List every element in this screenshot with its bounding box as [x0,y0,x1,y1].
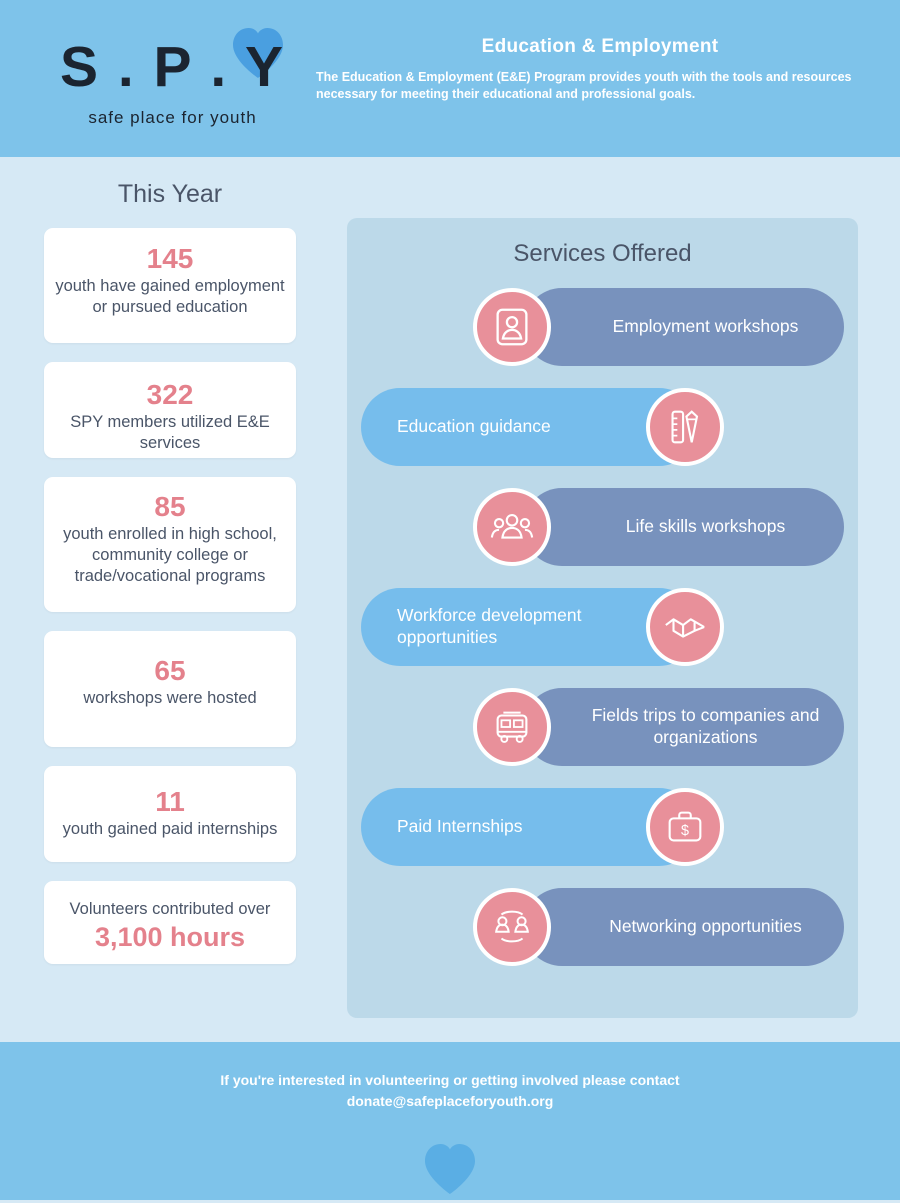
stat-number: 11 [155,786,185,817]
logo-block [0,0,345,157]
stat-card [44,881,296,964]
page-footer [0,1042,900,1200]
service-label: Education guidance [397,416,551,437]
svg-text:$: $ [681,823,689,840]
service-label: Workforce development opportunities [397,605,582,647]
logo-tagline: safe place for youth [88,108,257,127]
stat-card [44,766,296,862]
footer-contact-text: If you're interested in volunteering or getting involved please contact [220,1072,680,1088]
service-row[interactable] [347,788,858,866]
stat-label: youth gained paid internships [62,820,278,839]
page-title: Education & Employment [481,36,719,57]
stat-card [44,362,296,458]
service-row[interactable] [347,488,858,566]
page-subtitle: The Education & Employment (E&E) Program provides youth with the tools and resources necessary for meeting their educational and professional goals. [316,70,852,101]
service-row[interactable] [347,388,858,466]
stat-label: SPY members utilized E&E services [70,413,270,453]
stat-number: 322 [146,379,194,410]
bus-icon [473,688,551,766]
handshake-icon [646,588,724,666]
service-row[interactable] [347,288,858,366]
this-year-heading: This Year [117,180,223,208]
service-pill[interactable] [523,488,844,566]
network-people-icon [473,888,551,966]
money-briefcase-icon [646,788,724,866]
services-panel [347,218,858,1018]
page-header [0,0,900,157]
footer-email[interactable]: donate@safeplaceforyouth.org [346,1093,554,1109]
stat-label: Volunteers contributed over [69,900,271,918]
service-pill[interactable] [523,688,844,766]
services-panel-title: Services Offered [513,240,692,267]
service-label: Employment workshops [612,316,799,337]
stat-label: workshops were hosted [83,689,257,708]
stat-label: youth enrolled in high school, community college or trade/vocational programs [63,525,277,586]
stat-number: 3,100 hours [94,922,246,953]
ruler-pencil-icon [646,388,724,466]
person-badge-icon [473,288,551,366]
stat-number: 85 [154,491,186,522]
service-label: Life skills workshops [625,516,786,537]
heart-icon [421,1140,479,1198]
service-row[interactable] [347,688,858,766]
stats-list [44,228,296,983]
group-people-icon [473,488,551,566]
service-label: Paid Internships [397,816,523,837]
service-pill[interactable] [523,888,844,966]
service-pill[interactable] [523,288,844,366]
service-label: Fields trips to companies and organizations [591,705,820,747]
stat-card [44,477,296,612]
stat-number: 65 [154,655,186,686]
service-row[interactable] [347,888,858,966]
stat-number: 145 [146,243,194,274]
stat-card [44,228,296,343]
stat-card [44,631,296,747]
service-label: Networking opportunities [609,916,802,937]
stat-label: youth have gained employment or pursued education [55,277,285,317]
logo-text: S . P . Y [59,35,285,99]
service-row[interactable] [347,588,858,666]
header-text-block [310,36,890,103]
